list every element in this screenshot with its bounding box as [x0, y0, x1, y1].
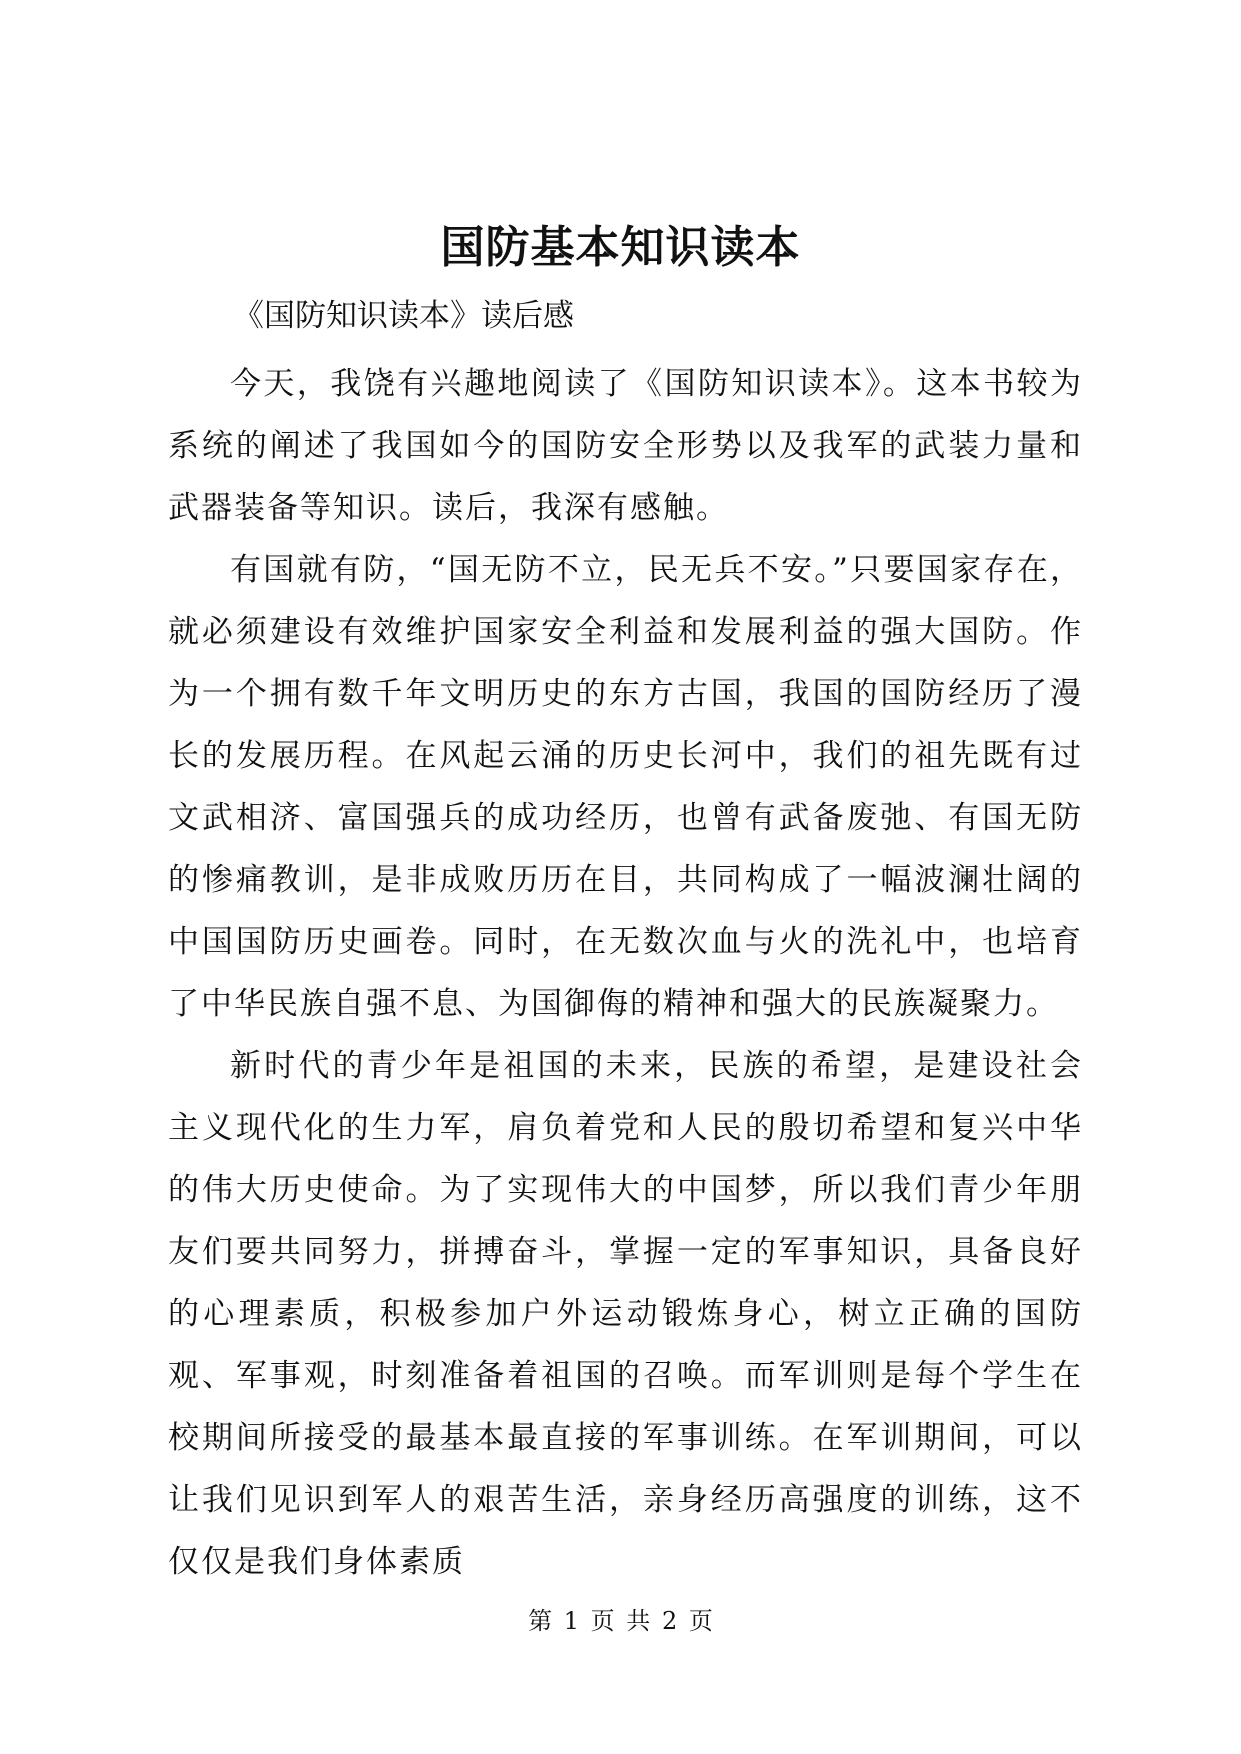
paragraph-1: 今天，我饶有兴趣地阅读了《国防知识读本》。这本书较为系统的阐述了我国如今的国防安全形势以及我军的武装力量和武器装备等知识。读后，我深有感触。	[168, 366, 1083, 526]
document-title: 国防基本知识读本	[440, 222, 801, 273]
paragraph-3: 新时代的青少年是祖国的未来，民族的希望，是建设社会主义现代化的生力军，肩负着党和人民的殷切希望和复兴中华的伟大历史使命。为了实现伟大的中国梦，所以我们青少年朋友们要共同努力，拼搏奋斗，掌握一定的军事知识，具备良好的心理素质，积极参加户外运动锻炼身心，树立正确的国防观、军事观，时刻准备着祖国的召唤。而军训则是每个学生在校期间所接受的最基本最直接的军事训练。在军训期间，可以让我们见识到军人的艰苦生活，亲身经历高强度的训练，这不仅仅是我们身体素质	[168, 1048, 1083, 1580]
paragraph-2: 有国就有防，“国无防不立，民无兵不安。”只要国家存在，就必须建设有效维护国家安全利益和发展利益的强大国防。作为一个拥有数千年文明历史的东方古国，我国的国防经历了漫长的发展历程。在风起云涌的历史长河中，我们的祖先既有过文武相济、富国强兵的成功经历，也曾有武备废弛、有国无防的惨痛教训，是非成败历历在目，共同构成了一幅波澜壮阔的中国国防历史画卷。同时，在无数次血与火的洗礼中，也培育了中华民族自强不息、为国御侮的精神和强大的民族凝聚力。	[168, 552, 1083, 1022]
page-number-footer: 第 1 页 共 2 页	[528, 1607, 713, 1635]
document-subtitle: 《国防知识读本》读后感	[233, 298, 574, 334]
document-body	[168, 353, 1083, 1593]
